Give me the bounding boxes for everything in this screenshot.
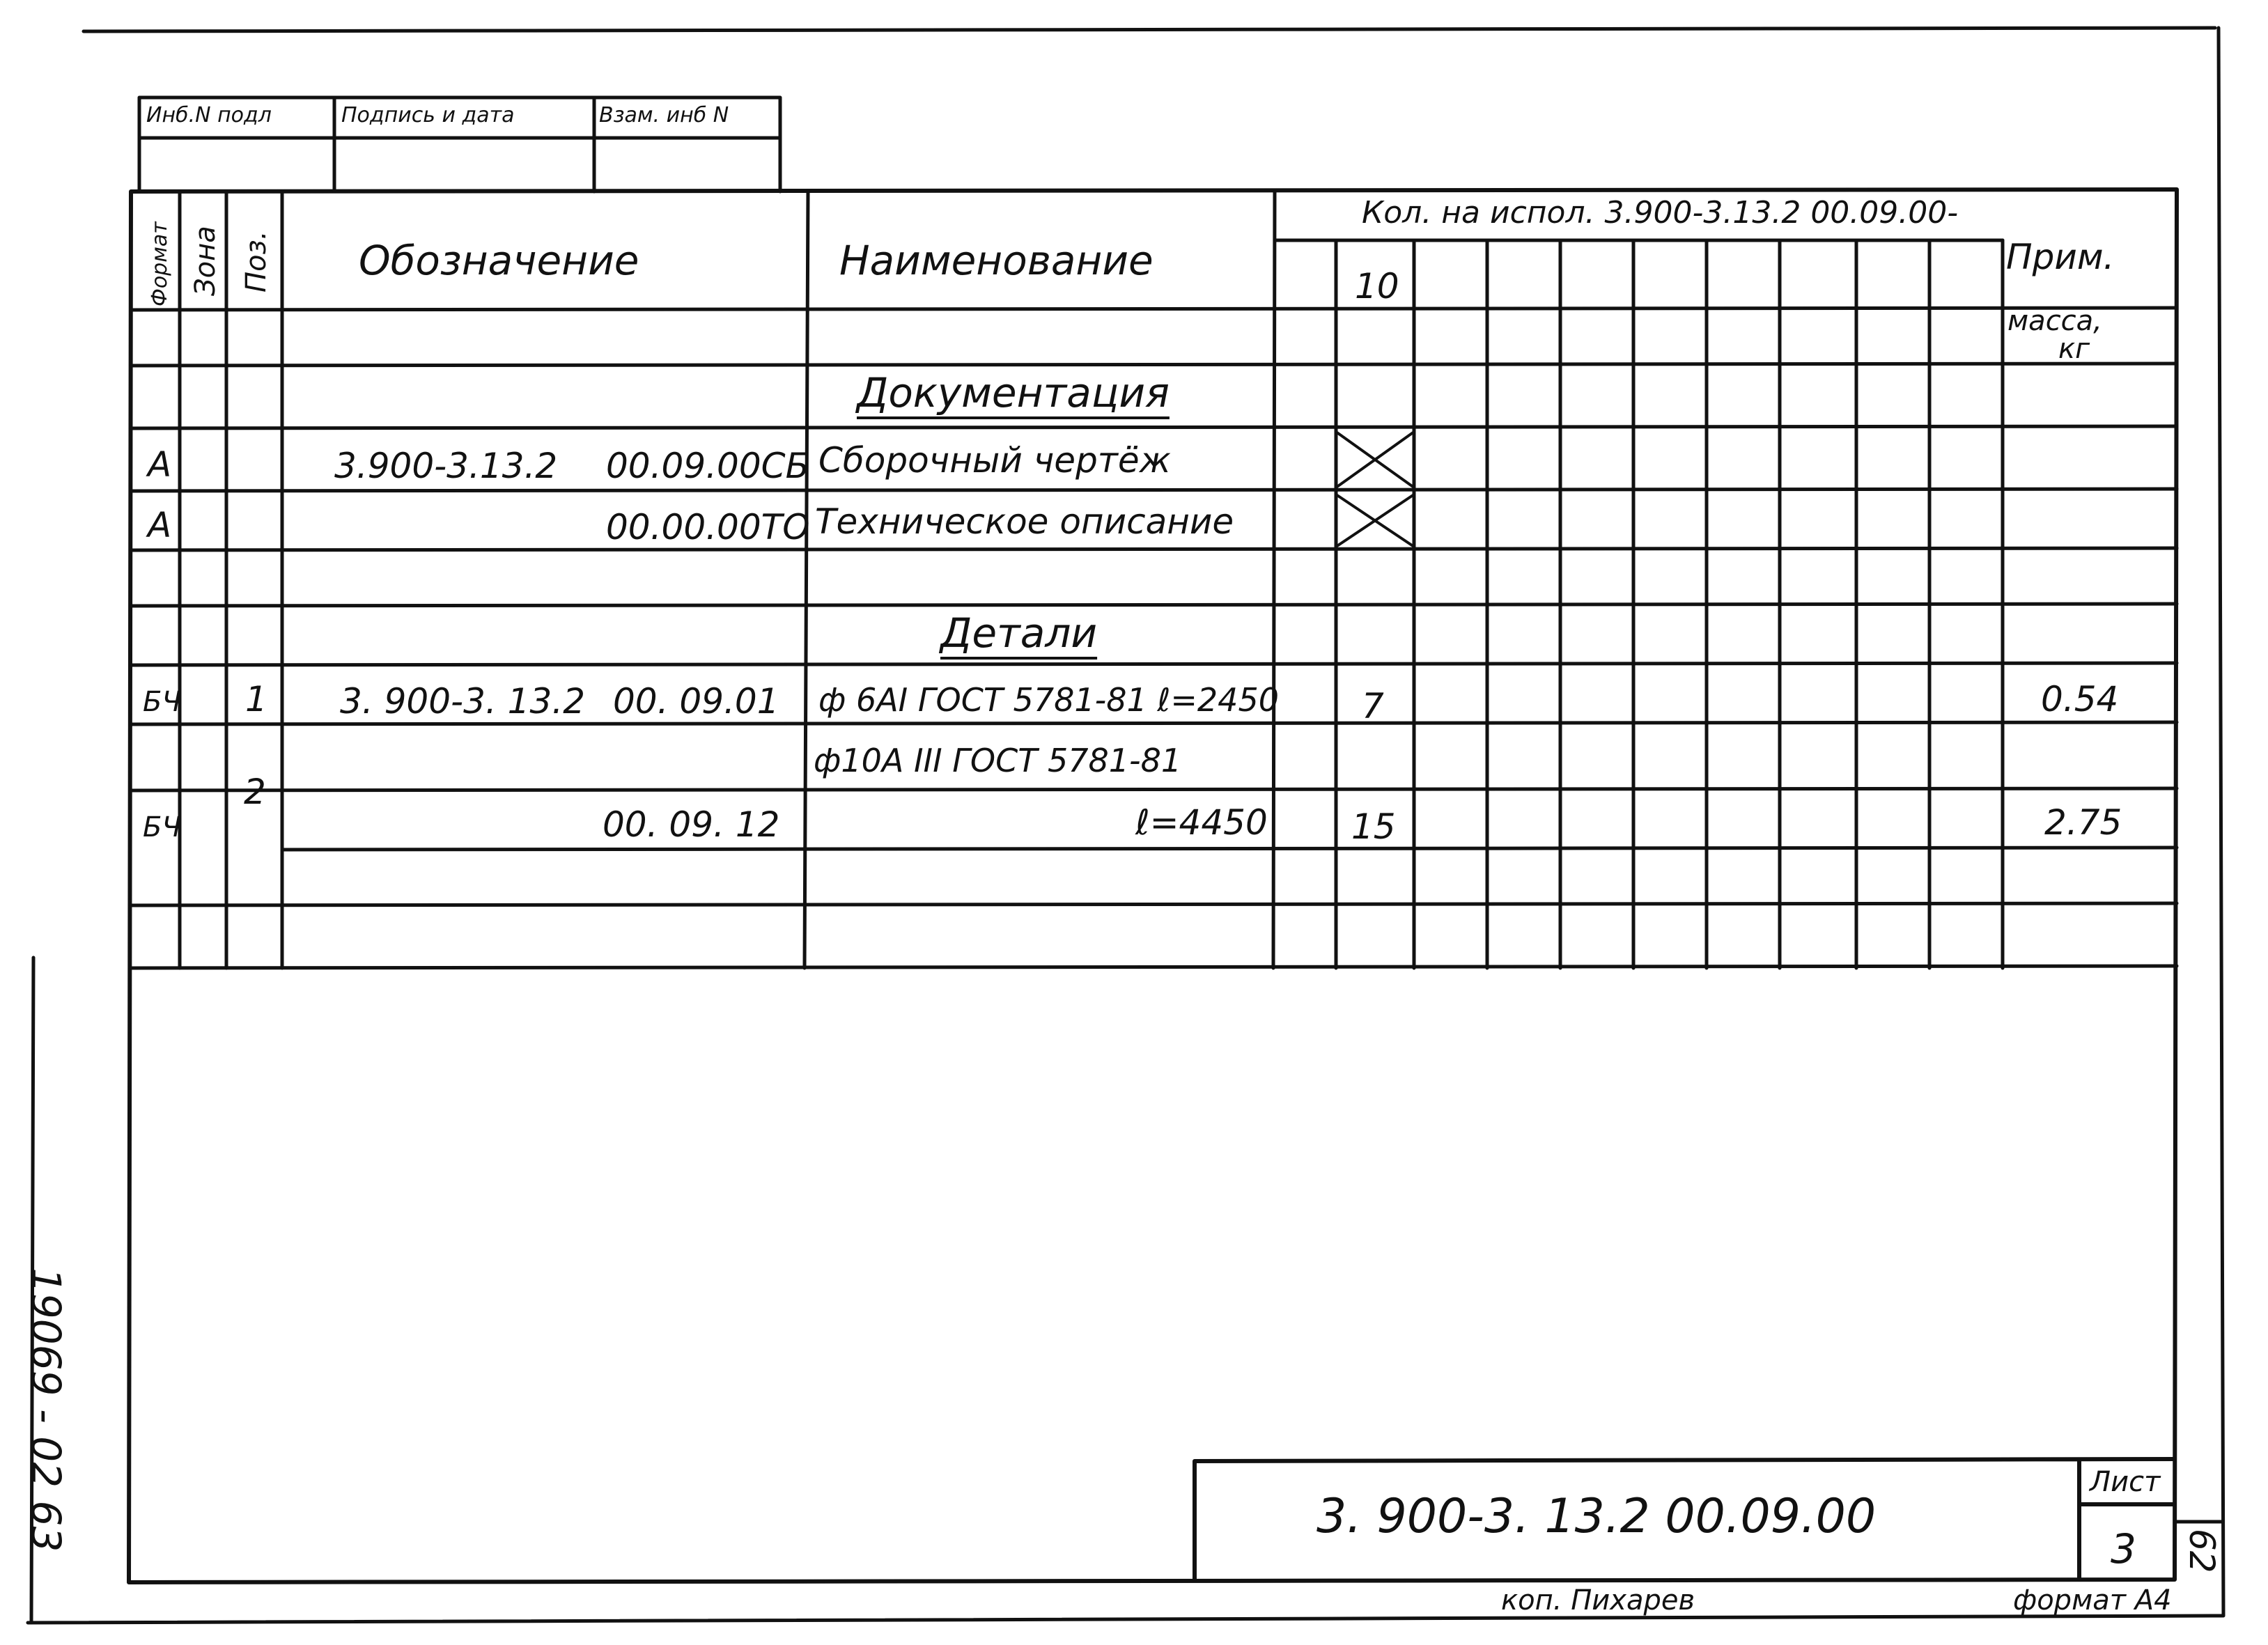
header-format: Формат bbox=[148, 221, 172, 306]
title-block-code: 3. 900-3. 13.2 00.09.00 bbox=[1316, 1489, 1877, 1544]
row5-mass: 2.75 bbox=[2044, 802, 2122, 843]
header-qty-col-1: 10 bbox=[1355, 266, 1399, 306]
row3-designation-b: 00. 09.01 bbox=[613, 681, 779, 722]
row3-pos: 1 bbox=[245, 679, 267, 719]
header-note: Прим. bbox=[2006, 237, 2115, 277]
row1-name: Сборочный чертёж bbox=[818, 440, 1171, 481]
row2-name: Техническое описание bbox=[815, 501, 1234, 542]
row2-format: А bbox=[148, 505, 172, 545]
stamp-sign-date: Подпись и дата bbox=[341, 103, 515, 127]
title-block-sheet-number: 3 bbox=[2111, 1525, 2136, 1573]
header-mass-unit: кг bbox=[2058, 333, 2090, 365]
row3-name: ф 6АI ГОСТ 5781-81 ℓ=2450 bbox=[818, 681, 1279, 719]
header-qty-title: Кол. на испол. 3.900-3.13.2 00.09.00- bbox=[1362, 195, 1959, 231]
header-designation: Обозначение bbox=[359, 237, 639, 284]
right-margin-number: 62 bbox=[2182, 1529, 2222, 1573]
left-margin-number: 19069 - 02 63 bbox=[22, 1268, 70, 1552]
header-pos: Поз. bbox=[240, 231, 272, 293]
row4-pos: 2 bbox=[244, 772, 266, 812]
header-name: Наименование bbox=[839, 237, 1154, 284]
row5-format: БЧ bbox=[143, 811, 181, 843]
header-zone: Зона bbox=[189, 226, 222, 296]
row2-designation-b: 00.00.00ТО bbox=[606, 507, 810, 547]
row3-mass: 0.54 bbox=[2041, 679, 2119, 719]
row3-designation-a: 3. 900-3. 13.2 bbox=[340, 681, 586, 722]
copied-by: коп. Пихарев bbox=[1501, 1584, 1695, 1616]
section-parts: Детали bbox=[940, 609, 1098, 657]
section-documentation: Документация bbox=[857, 369, 1170, 416]
row5-name-line2: ℓ=4450 bbox=[1135, 802, 1268, 843]
row1-format: А bbox=[148, 444, 172, 485]
sheet-format: формат А4 bbox=[2013, 1584, 2172, 1616]
row1-designation-b: 00.09.00СБ bbox=[606, 446, 809, 486]
title-block-sheet-label: Лист bbox=[2090, 1466, 2161, 1498]
stamp-inv-no: Инб.N подл bbox=[146, 103, 272, 127]
row4-name-line1: ф10А III ГОСТ 5781-81 bbox=[814, 742, 1182, 779]
row5-designation-b: 00. 09. 12 bbox=[603, 804, 780, 845]
row1-designation-a: 3.900-3.13.2 bbox=[334, 446, 558, 486]
stamp-replace-inv: Взам. инб N bbox=[599, 103, 729, 127]
row3-qty: 7 bbox=[1362, 686, 1384, 726]
row3-format: БЧ bbox=[143, 686, 181, 718]
row5-qty: 15 bbox=[1351, 806, 1396, 847]
header-mass: масса, bbox=[2007, 305, 2102, 337]
